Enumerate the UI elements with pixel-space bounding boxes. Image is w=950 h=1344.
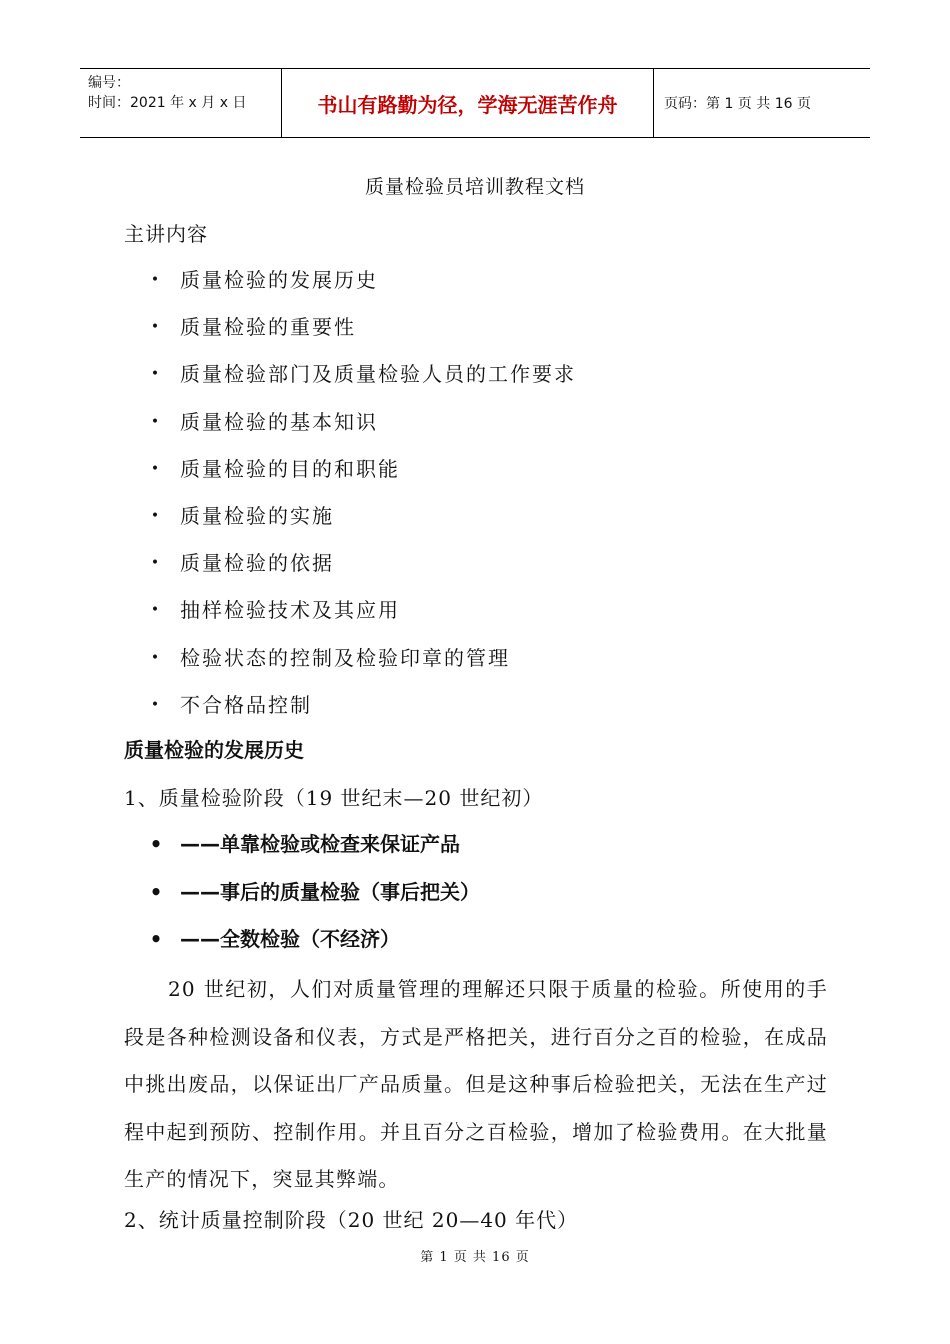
topic-text: 质量检验部门及质量检验人员的工作要求 [180,362,576,387]
stage-point [124,921,480,969]
bullet-icon: • [150,555,162,572]
topic-text: 质量检验的重要性 [180,315,356,340]
section-label: 主讲内容 [124,222,208,246]
topic-item [124,451,576,498]
topic-item [124,309,576,356]
topic-text: 不合格品控制 [180,692,312,717]
bullet-icon: • [150,602,162,619]
topic-text: 质量检验的基本知识 [180,409,378,434]
topic-text: 质量检验的目的和职能 [180,456,400,481]
bullet-icon: • [150,507,162,524]
header-table [80,68,870,138]
page-footer: 第 1 页 共 16 页 [420,1250,530,1265]
topic-item [124,545,576,592]
topic-text: 质量检验的实施 [180,503,334,528]
topic-item [124,592,576,639]
bullet-icon: • [150,696,162,713]
topic-item [124,404,576,451]
stage-point-text: ——事后的质量检验（事后把关） [180,879,480,904]
stage-1-heading: 1、质量检验阶段（19 世纪末—20 世纪初） [124,786,544,810]
stage-point-text: ——全数检验（不经济） [180,927,400,951]
document-title: 质量检验员培训教程文档 [364,176,585,198]
bullet-icon: • [150,649,162,666]
section-heading: 质量检验的发展历史 [124,738,304,762]
topic-text: 质量检验的发展历史 [180,268,378,292]
topic-text: 质量检验的依据 [180,551,334,576]
bullet-icon: • [150,460,162,477]
stage-point [124,826,480,874]
bullet-icon: • [150,366,162,383]
topic-item [124,640,576,687]
stage-point-text: ——单靠检验或检查来保证产品 [180,832,460,856]
topic-item [124,356,576,403]
stage-point [124,874,480,922]
bullet-icon: • [150,319,162,336]
body-paragraph: 20 世纪初，人们对质量管理的理解还只限于质量的检验。所使用的手段是各种检测设备和仪表，方式是严格把关，进行百分之百的检验，在成品中挑出废品，以保证出厂产品质量。但是这种事后检验把关，无法在生产过程中起到预防、控制作用。并且百分之百检验，增加了检验费用。在大批量生产的情况下，突显其弊端。 [124,977,828,1191]
topic-item [124,498,576,545]
topic-item [124,262,576,309]
date-label: 时间：2021 年 x 月 x 日 [88,95,247,111]
topic-list [124,262,576,734]
bullet-icon: • [150,272,162,288]
bullet-icon: • [150,413,162,430]
topic-text: 检验状态的控制及检验印章的管理 [180,645,510,670]
header-page-info: 页码：第 1 页 共 16 页 [664,96,811,112]
number-label: 编号： [88,75,130,91]
bullet-icon: • [149,879,163,904]
stage-2-heading: 2、统计质量控制阶段（20 世纪 20—40 年代） [124,1208,579,1232]
topic-text: 抽样检验技术及其应用 [180,598,400,623]
bullet-icon: • [149,927,163,951]
header-meta [80,69,282,137]
topic-item [124,687,576,734]
header-motto: 书山有路勤为径，学海无涯苦作舟 [282,69,654,137]
bullet-icon: • [149,832,163,856]
stage-1-points [124,826,480,969]
